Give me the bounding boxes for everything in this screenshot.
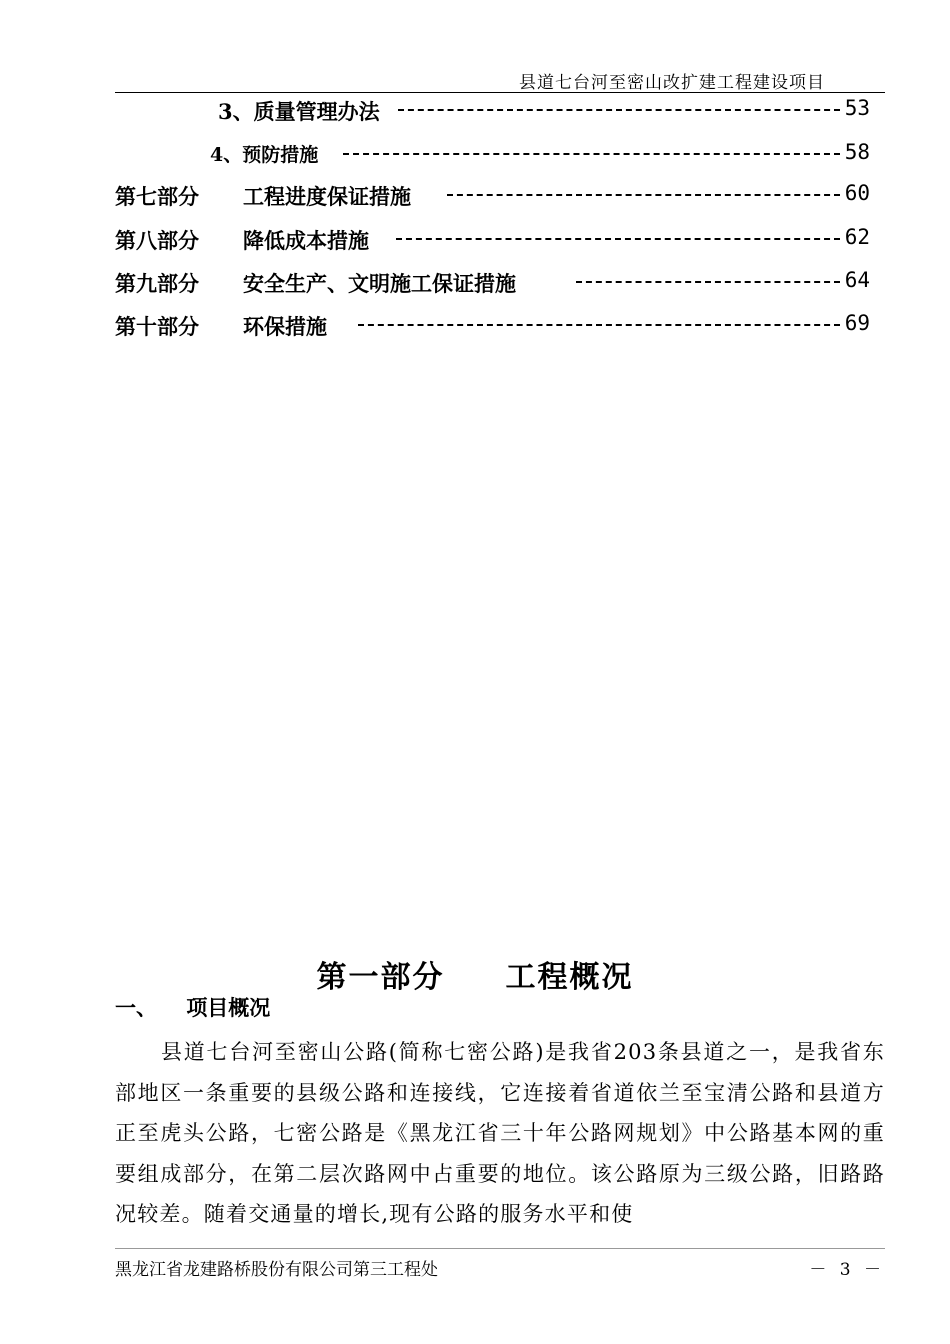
toc-leader [343,153,840,155]
toc-page-number: 69 [844,311,870,335]
toc-label: 第九部分 [115,271,199,296]
part-title: 工程概况 [505,960,634,995]
toc-page-number: 62 [844,225,870,249]
toc-page-number: 53 [844,96,870,120]
toc-label: 4、预防措施 [210,144,319,166]
toc-entry-part-8[interactable] [0,225,870,255]
toc-title: 安全生产、文明施工保证措施 [243,271,516,296]
toc-label: 3、质量管理办法 [218,99,380,124]
toc-entry-quality[interactable] [0,96,870,126]
toc-title: 环保措施 [243,314,327,339]
toc-page-number: 60 [844,181,870,205]
toc-page-number: 58 [844,140,870,164]
toc-leader [576,281,840,283]
toc-leader [396,238,840,240]
toc-label: 第八部分 [115,228,199,253]
toc-label: 第十部分 [115,314,199,339]
toc-page-number: 64 [844,268,870,292]
page-footer [115,1248,885,1280]
body-paragraph: 县道七台河至密山公路(简称七密公路)是我省203条县道之一，是我省东部地区一条重要的县级公路和连接线，它连接着省道依兰至宝清公路和县道方正至虎头公路，七密公路是《黑龙江省三十年公路网规划》中公路基本网的重要组成部分，在第二层次路网中占重要的地位。该公路原为三级公路，旧路路况较差。随着交通量的增长,现有公路的服务水平和使 [115,1040,885,1226]
toc-entry-prevention[interactable] [0,140,870,170]
part-number: 第一部分 [316,960,445,995]
toc-entry-part-9[interactable] [0,268,870,298]
section-heading [115,992,270,1022]
part-heading [0,952,950,996]
section-title: 项目概况 [186,995,271,1020]
toc-entry-part-7[interactable] [0,181,870,211]
toc-title: 工程进度保证措施 [243,184,411,209]
toc-leader [398,109,840,111]
page-header [115,66,885,93]
footer-page-number: － 3 － [809,1260,885,1280]
toc-label: 第七部分 [115,184,199,209]
toc-leader [447,194,840,196]
toc-entry-part-10[interactable] [0,311,870,341]
toc-title: 降低成本措施 [243,228,369,253]
toc-leader [358,324,840,326]
section-number: 一、 [115,995,157,1020]
header-title: 县道七台河至密山改扩建工程建设项目 [519,73,825,93]
footer-company: 黑龙江省龙建路桥股份有限公司第三工程处 [115,1260,438,1280]
